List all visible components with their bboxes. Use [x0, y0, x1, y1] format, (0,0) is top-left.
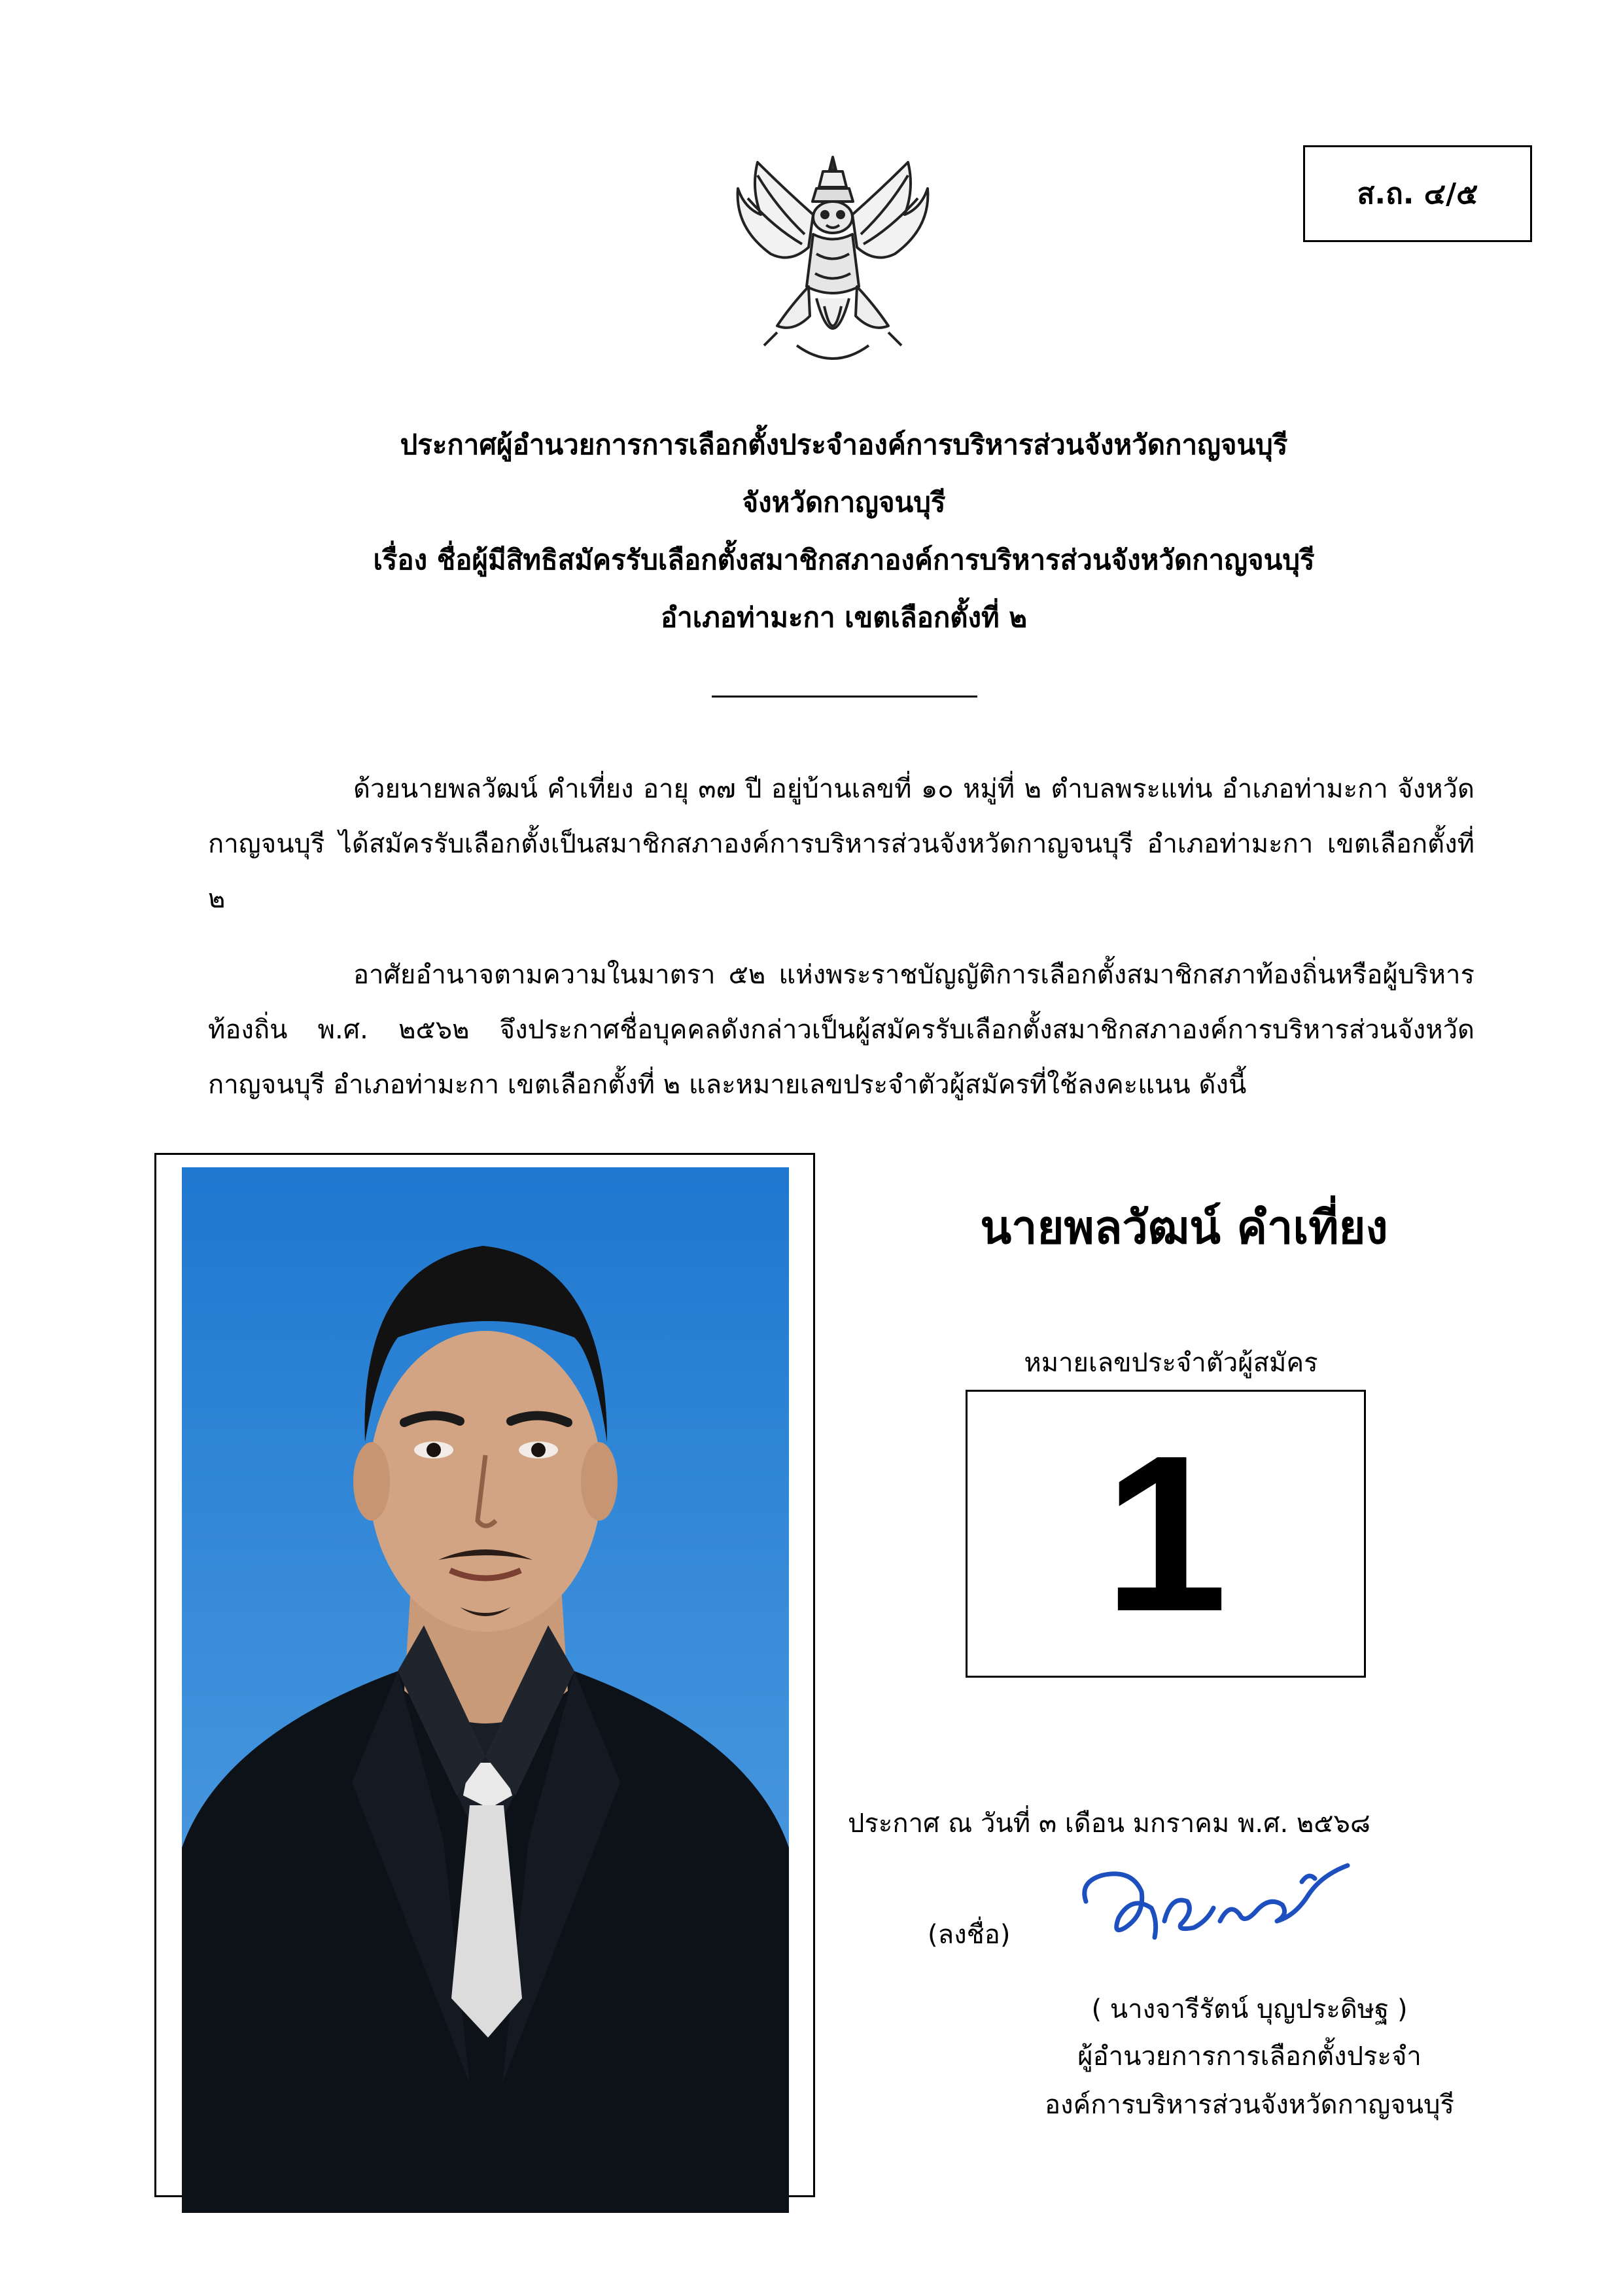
body-paragraph-2-text: อาศัยอำนาจตามความในมาตรา ๕๒ แห่งพระราชบัญญัติการเลือกตั้งสมาชิกสภาท้องถิ่นหรือผู้บริหารท้องถิ่น พ.ศ. ๒๕๖๒ จึงประกาศชื่อบุคคลดังกล่าวเป็นผู้สมัครรับเลือกตั้งสมาชิกสภาองค์การบริหารส่วนจังหวัดกาญจนบุรี อำเภอท่ามะกา เขตเลือกตั้งที่ ๒ และหมายเลขประจำตัวผู้สมัครที่ใช้ลงคะแนน ดังนี้	[208, 960, 1475, 1100]
signature-label: (ลงชื่อ)	[928, 1920, 1011, 1950]
candidate-number-caption: หมายเลขประจำตัวผู้สมัคร	[1024, 1348, 1318, 1378]
candidate-name: นายพลวัฒน์ คำเที่ยง	[980, 1201, 1388, 1254]
candidate-photo	[182, 1167, 789, 2213]
body-paragraph-1	[208, 762, 1475, 927]
heading-divider	[712, 696, 977, 698]
subject-heading: เรื่อง ชื่อผู้มีสิทธิสมัครรับเลือกตั้งสมาชิกสภาองค์การบริหารส่วนจังหวัดกาญจนบุรี	[373, 544, 1315, 576]
candidate-number-box	[966, 1390, 1366, 1678]
body-paragraph-1-text: ด้วยนายพลวัฒน์ คำเที่ยง อายุ ๓๗ ปี อยู่บ้านเลขที่ ๑๐ หมู่ที่ ๒ ตำบลพระแท่น อำเภอท่ามะกา จังหวัดกาญจนบุรี ได้สมัครรับเลือกตั้งเป็นสมาชิกสภาองค์การบริหารส่วนจังหวัดกาญจนบุรี อำเภอท่ามะกา เขตเลือกตั้งที่ ๒	[208, 774, 1475, 914]
handwritten-signature	[1073, 1856, 1367, 1954]
signer-title-line-2: องค์การบริหารส่วนจังหวัดกาญจนบุรี	[1044, 2090, 1455, 2120]
form-code: ส.ถ. ๔/๕	[1357, 177, 1478, 211]
body-paragraph-2	[208, 947, 1475, 1112]
announcement-title: ประกาศผู้อำนวยการการเลือกตั้งประจำองค์การบริหารส่วนจังหวัดกาญจนบุรี	[400, 429, 1288, 461]
candidate-number: 1	[1104, 1409, 1228, 1658]
province-heading: จังหวัดกาญจนบุรี	[742, 486, 946, 518]
form-code-box	[1303, 145, 1532, 242]
announcement-date: ประกาศ ณ วันที่ ๓ เดือน มกราคม พ.ศ. ๒๕๖๘	[848, 1809, 1370, 1839]
district-heading: อำเภอท่ามะกา เขตเลือกตั้งที่ ๒	[660, 601, 1028, 633]
signer-title-line-1: ผู้อำนวยการการเลือกตั้งประจำ	[1077, 2041, 1422, 2072]
signer-name: ( นางจารีรัตน์ บุญประดิษฐ )	[1091, 1994, 1408, 2024]
garuda-emblem-icon	[731, 149, 934, 375]
